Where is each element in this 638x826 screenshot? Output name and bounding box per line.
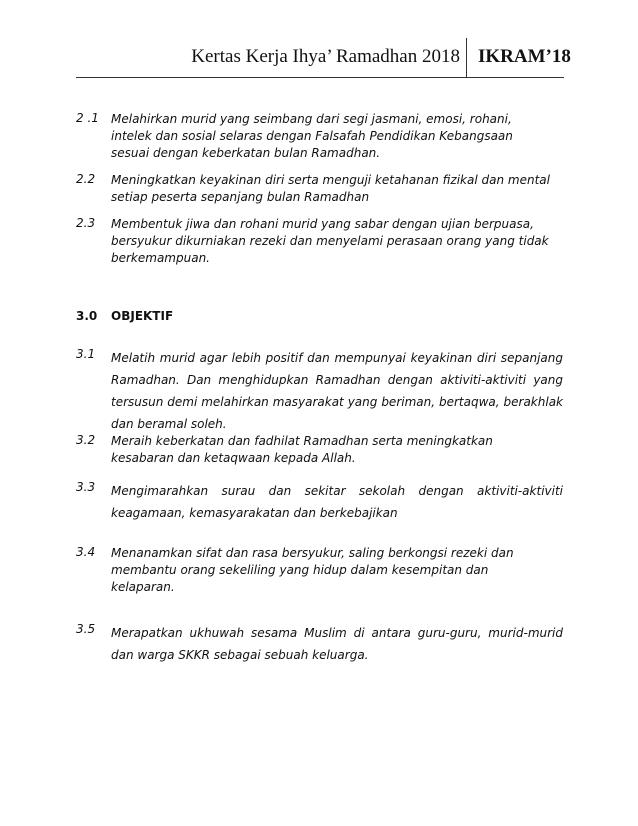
item-text: Melatih murid agar lebih positif dan mempunyai keyakinan diri sepanjang Ramadhan. Dan menghidupkan Ramadhan dengan aktiviti-aktiviti yang tersusun demi melahirkan masyarakat yang beriman, bertaqwa, berakhlak dan beramal soleh. bbox=[111, 351, 563, 431]
item-number: 2.3 bbox=[76, 216, 96, 230]
item-number: 2.2 bbox=[76, 172, 96, 186]
page-header bbox=[0, 38, 638, 78]
item-text: Membentuk jiwa dan rohani murid yang sabar dengan ujian berpuasa, bersyukur dikurniakan rezeki dan menyelami perasaan orang yang tidak berkemampuan. bbox=[111, 217, 549, 265]
section-title: OBJEKTIF bbox=[111, 309, 174, 323]
header-rule bbox=[76, 77, 564, 78]
item-number: 3.1 bbox=[76, 347, 96, 361]
document-title: Kertas Kerja Ihya’ Ramadhan 2018 bbox=[191, 46, 460, 67]
document-brand: IKRAM’18 bbox=[478, 46, 571, 67]
item-text: Melahirkan murid yang seimbang dari segi jasmani, emosi, rohani, intelek dan sosial selaras dengan Falsafah Pendidikan Kebangsaan sesuai dengan keberkatan bulan Ramadhan. bbox=[111, 112, 513, 160]
item-text: Merapatkan ukhuwah sesama Muslim di antara guru-guru, murid-murid dan warga SKKR sebagai sebuah keluarga. bbox=[111, 626, 563, 662]
item-number: 2 .1 bbox=[76, 111, 99, 125]
item-text: Meningkatkan keyakinan diri serta menguji ketahanan fizikal dan mental setiap peserta sepanjang bulan Ramadhan bbox=[111, 173, 550, 204]
header-divider bbox=[466, 38, 467, 78]
item-text: Mengimarahkan surau dan sekitar sekolah dengan aktiviti-aktiviti keagamaan, kemasyarakatan dan berkebajikan bbox=[111, 484, 563, 520]
item-number: 3.4 bbox=[76, 545, 96, 559]
item-number: 3.3 bbox=[76, 480, 96, 494]
section-number: 3.0 bbox=[76, 309, 98, 323]
item-text: Menanamkan sifat dan rasa bersyukur, saling berkongsi rezeki dan membantu orang sekeliling yang hidup dalam kesempitan dan kelaparan. bbox=[111, 546, 514, 594]
item-number: 3.5 bbox=[76, 622, 96, 636]
item-text: Meraih keberkatan dan fadhilat Ramadhan serta meningkatkan kesabaran dan ketaqwaan kepada Allah. bbox=[111, 434, 493, 465]
item-number: 3.2 bbox=[76, 433, 96, 447]
